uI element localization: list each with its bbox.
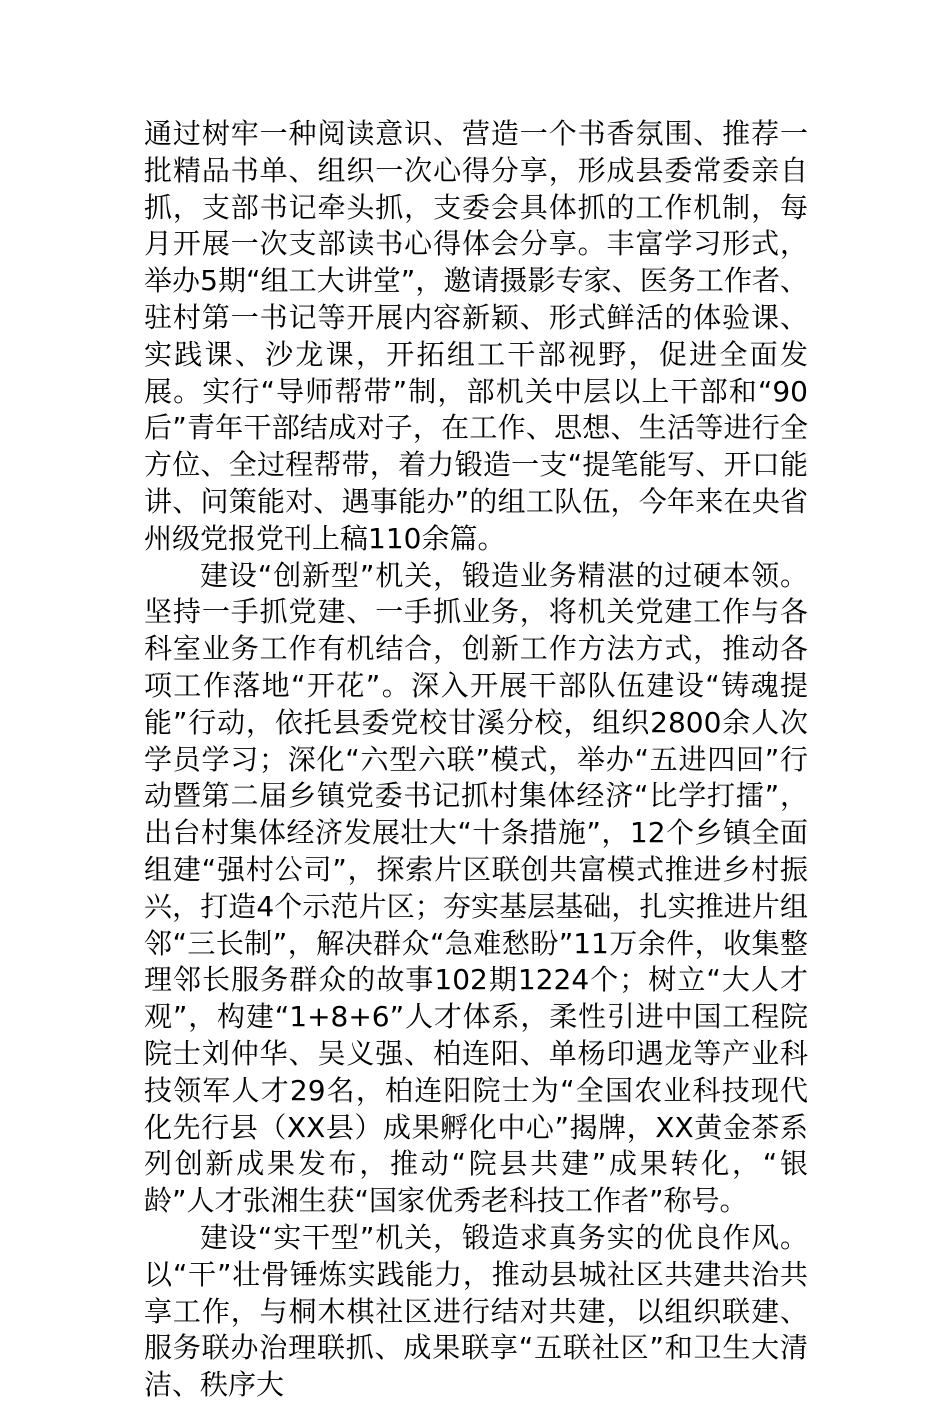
paragraph-practical-office: 建设“实干型”机关，锻造求真务实的优良作风。以“干”壮骨锤炼实践能力，推动县城社区共建共治共享工作，与桐木棋社区进行结对共建，以组织联建、服务联办治理联抓、成果联享“五联社区”和卫生大清洁、秩序大 xyxy=(144,1220,808,1402)
paragraph-innovative-office: 建设“创新型”机关，锻造业务精湛的过硬本领。坚持一手抓党建、一手抓业务，将机关党建工作与各科室业务工作有机结合，创新工作方法方式，推动各项工作落地“开花”。深入开展干部队伍建设“铸魂提能”行动，依托县委党校甘溪分校，组织2800余人次学员学习；深化“六型六联”模式，举办“五进四回”行动暨第二届乡镇党委书记抓村集体经济“比学打擂”，出台村集体经济发展壮大“十条措施”，12个乡镇全面组建“强村公司”，探索片区联创共富模式推进乡村振兴，打造4个示范片区；夯实基层基础，扎实推进片组邻“三长制”，解决群众“急难愁盼”11万余件，收集整理邻长服务群众的故事102期1224个；树立“大人才观”，构建“1+8+6”人才体系，柔性引进中国工程院院士刘仲华、吴义强、柏连阳、单杨印遇龙等产业科技领军人才29名，柏连阳院士为“全国农业科技现代化先行县（XX县）成果孵化中心”揭牌，XX黄金茶系列创新成果发布，推动“院县共建”成果转化，“银龄”人才张湘生获“国家优秀老科技工作者”称号。 xyxy=(144,558,808,1218)
document-body xyxy=(144,116,808,1404)
paragraph-reading-culture: 通过树牢一种阅读意识、营造一个书香氛围、推荐一批精品书单、组织一次心得分享，形成县委常委亲自抓，支部书记牵头抓，支委会具体抓的工作机制，每月开展一次支部读书心得体会分享。丰富学习形式，举办5期“组工大讲堂”，邀请摄影专家、医务工作者、驻村第一书记等开展内容新颖、形式鲜活的体验课、实践课、沙龙课，开拓组工干部视野，促进全面发展。实行“导师帮带”制，部机关中层以上干部和“90后”青年干部结成对子，在工作、思想、生活等进行全方位、全过程帮带，着力锻造一支“提笔能写、开口能讲、问策能对、遇事能办”的组工队伍，今年来在央省州级党报党刊上稿110余篇。 xyxy=(144,117,808,555)
